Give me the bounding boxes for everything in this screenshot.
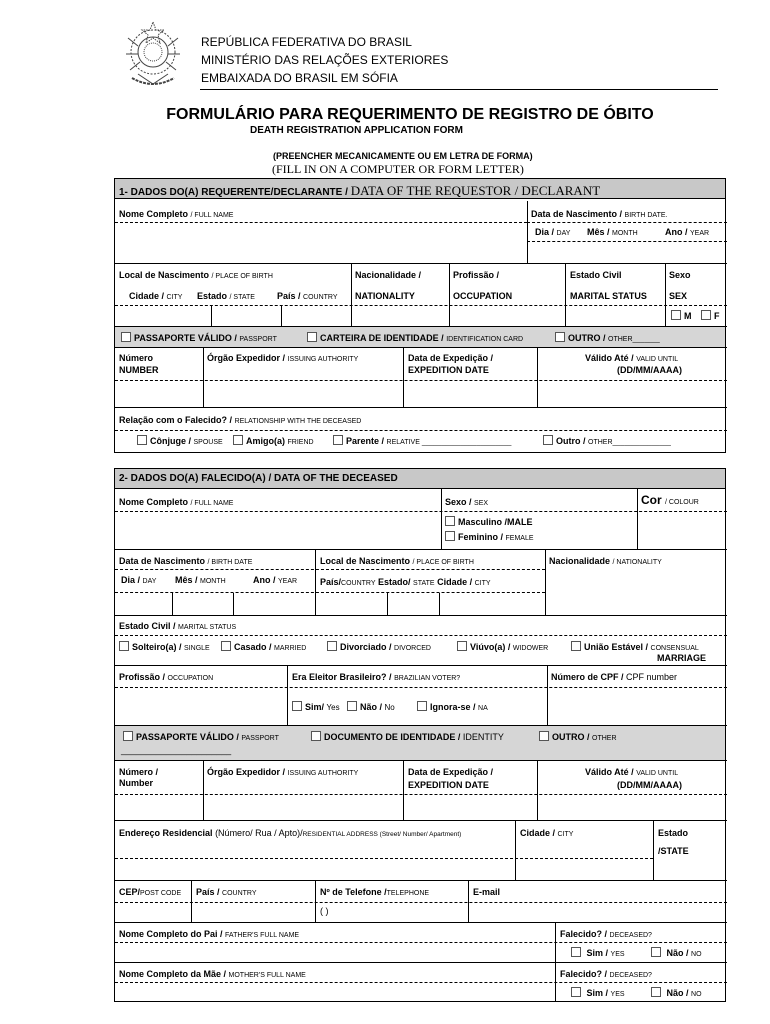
label-requestor-expedition: Data de Expedição / bbox=[408, 353, 494, 363]
checkbox-icon bbox=[137, 435, 147, 445]
label-requestor-birthplace: Local de Nascimento / PLACE OF BIRTH bbox=[119, 270, 273, 280]
label-cpf: Número de CPF / CPF number bbox=[551, 672, 678, 682]
header-embassy: EMBAIXADA DO BRASIL EM SÓFIA bbox=[201, 71, 398, 85]
label-address-country: País / COUNTRY bbox=[196, 887, 257, 897]
label-mother-name: Nome Completo da Mãe / MOTHER'S FULL NAME bbox=[119, 969, 306, 979]
label-address-state: Estado bbox=[658, 828, 689, 838]
checkbox-icon bbox=[347, 701, 357, 711]
form-subtitle: DEATH REGISTRATION APPLICATION FORM bbox=[250, 125, 463, 136]
label-address: Endereço Residencial (Número/ Rua / Apto)/RESIDENTIAL ADDRESS (Street/ Number/ Apartment) bbox=[119, 828, 462, 838]
label-deceased-occupation: Profissão / OCCUPATION bbox=[119, 672, 214, 682]
section-1-header: 1- DADOS DO(A) REQUERENTE/DECLARANTE / DATA OF THE REQUESTOR / DECLARANT bbox=[115, 179, 725, 199]
relationship-friend[interactable]: Amigo(a) FRIEND bbox=[233, 435, 314, 449]
checkbox-icon bbox=[119, 641, 129, 651]
checkbox-icon bbox=[445, 516, 455, 526]
checkbox-icon bbox=[311, 731, 321, 741]
checkbox-icon bbox=[417, 701, 427, 711]
label-relationship: Relação com o Falecido? / RELATIONSHIP WITH THE DECEASED bbox=[119, 415, 362, 425]
checkbox-icon bbox=[651, 987, 661, 997]
requestor-doc-idcard[interactable]: CARTEIRA DE IDENTIDADE / IDENTIFICATION CARD bbox=[307, 332, 523, 346]
label-mother-deceased: Falecido? / DECEASED? bbox=[560, 969, 652, 979]
label-deceased-sex: Sexo / SEX bbox=[445, 497, 489, 507]
deceased-doc-passport[interactable]: PASSAPORTE VÁLIDO / PASSPORT bbox=[123, 731, 279, 745]
checkbox-icon bbox=[539, 731, 549, 741]
form-title: FORMULÁRIO PARA REQUERIMENTO DE REGISTRO DE ÓBITO bbox=[166, 106, 654, 123]
header-ministry: MINISTÉRIO DAS RELAÇÕES EXTERIORES bbox=[201, 53, 449, 67]
label-requestor-validuntil: Válido Até / VALID UNTIL bbox=[585, 353, 679, 363]
label-deceased-nationality: Nacionalidade / NATIONALITY bbox=[549, 556, 662, 566]
label-requestor-nationality: Nacionalidade / bbox=[355, 270, 422, 280]
father-deceased-no[interactable]: Não / NO bbox=[651, 947, 702, 961]
checkbox-icon bbox=[457, 641, 467, 651]
checkbox-icon bbox=[327, 641, 337, 651]
voter-no[interactable]: Não / No bbox=[347, 701, 395, 714]
label-requestor-marital: Estado Civil bbox=[570, 270, 622, 280]
deceased-doc-identity[interactable]: DOCUMENTO DE IDENTIDADE / IDENTITY bbox=[311, 731, 504, 743]
label-email: E-mail bbox=[473, 887, 501, 897]
checkbox-icon bbox=[233, 435, 243, 445]
checkbox-icon bbox=[671, 310, 681, 320]
checkbox-icon bbox=[292, 701, 302, 711]
requestor-name-field[interactable] bbox=[115, 223, 725, 263]
checkbox-icon bbox=[221, 641, 231, 651]
label-father-name: Nome Completo do Pai / FATHER'S FULL NAME bbox=[119, 929, 300, 939]
label-requestor-occupation: Profissão / bbox=[453, 270, 500, 280]
checkbox-icon bbox=[123, 731, 133, 741]
label-deceased-birthplace: Local de Nascimento / PLACE OF BIRTH bbox=[320, 556, 474, 566]
label-requestor-birthdate: Data de Nascimento / BIRTH DATE. bbox=[531, 209, 668, 219]
checkbox-icon bbox=[333, 435, 343, 445]
requestor-doc-other[interactable]: OUTRO / OTHER_______ bbox=[555, 332, 660, 346]
mother-deceased-no[interactable]: Não / NO bbox=[651, 987, 702, 1001]
checkbox-icon bbox=[307, 332, 317, 342]
mother-deceased-yes[interactable]: Sim / YES bbox=[571, 987, 625, 1001]
label-requestor-docnumber: Número bbox=[119, 353, 154, 363]
label-father-deceased: Falecido? / DECEASED? bbox=[560, 929, 652, 939]
voter-unknown[interactable]: Ignora-se / NA bbox=[417, 701, 488, 715]
label-brazilian-voter: Era Eleitor Brasileiro? / BRAZILIAN VOTER? bbox=[292, 672, 461, 682]
marital-single[interactable]: Solteiro(a) / SINGLE bbox=[119, 641, 210, 655]
label-telephone: Nº de Telefone /TELEPHONE bbox=[320, 887, 430, 897]
checkbox-icon bbox=[555, 332, 565, 342]
deceased-doc-other[interactable]: OUTRO / OTHER bbox=[539, 731, 617, 745]
checkbox-icon bbox=[445, 531, 455, 541]
section-requestor: 1- DADOS DO(A) REQUERENTE/DECLARANTE / DATA OF THE REQUESTOR / DECLARANT Nome Completo / FULL NAME Data de Nascimento / BIRTH DATE. Dia / DAY Mês / MONTH Ano / YEAR Local de Nascimento / PLACE OF BIRTH Cidade / CITY Estado / STATE País / COUNTRY Nacionalidade / NATIONALITY Profissão / OCCUPATION Estado Civil MARITAL STATUS Sexo SEX M F PASSAPORTE VÁLIDO / PASSPORT CARTEIRA DE IDENTIDADE / IDENTIFICATION CARD OUTRO / OTHER_______ Número NUMBER Órgão Expedidor / ISSUING AUTHORITY Data de Expedição / EXPEDITION DATE Válido Até / VALID UNTIL (DD/MM/AAAA) Relação com o Falecido? / RELATIONSHIP WITH THE DECEASED Cônjuge / SPOUSE Amigo(a) FRIEND Parente / RELATIVE _______________________ Outro / OTHER_______________ bbox=[114, 178, 726, 453]
relationship-relative[interactable]: Parente / RELATIVE _______________________ bbox=[333, 435, 511, 449]
label-requestor-authority: Órgão Expedidor / ISSUING AUTHORITY bbox=[207, 353, 359, 363]
instructions-en: (FILL IN ON A COMPUTER OR FORM LETTER) bbox=[272, 162, 524, 176]
requestor-doc-passport[interactable]: PASSAPORTE VÁLIDO / PASSPORT bbox=[121, 332, 277, 346]
marital-married[interactable]: Casado / MARRIED bbox=[221, 641, 306, 655]
instructions-pt: (PREENCHER MECANICAMENTE OU EM LETRA DE FORMA) bbox=[273, 151, 533, 161]
label-deceased-marital: Estado Civil / MARITAL STATUS bbox=[119, 621, 237, 631]
relationship-other[interactable]: Outro / OTHER_______________ bbox=[543, 435, 671, 449]
section-deceased: 2- DADOS DO(A) FALECIDO(A) / DATA OF THE DECEASED Nome Completo / FULL NAME Sexo / SEX Cor / COLOUR Masculino /MALE Feminino / FEMALE Data de Nascimento / BIRTH DATE Local de Nascimento / PLACE OF BIRTH Nacionalidade / NATIONALITY Dia / DAY Mês / MONTH Ano / YEAR País/COUNTRY Estado/ STATE Cidade / CITY Estado Civil / MARITAL STATUS Solteiro(a) / SINGLE Casado / MARRIED Divorciado / DIVORCED Viúvo(a) / WIDOWER União Estável / CONSENSUAL MARRIAGE Profissão / OCCUPATION Era Eleitor Brasileiro? / BRAZILIAN VOTER? Número de CPF / CPF number Sim/ Yes Não / No Ignora-se / NA PASSAPORTE VÁLIDO / PASSPORT DOCUMENTO DE IDENTIDADE / IDENTITY OUTRO / OTHER ______________________ Número / Number Órgão Expedidor / ISSUING AUTHORITY Data de Expedição / EXPEDITION DATE Válido Até / VALID UNTIL (DD/MM/AAAA) Endereço Residencial (Número/ Rua / Apto)/RESIDENTIAL ADDRESS (Street/ Number/ Apartment) Cidade / CITY Estado /STATE CEP/POST CODE País / COUNTRY Nº de Telefone /TELEPHONE E-mail ( ) Nome Completo do Pai / FATHER'S FULL NAME Falecido? / DECEASED? Sim / YES Não / NO Nome Completo da Mãe / MOTHER'S FULL NAME Falecido? / DECEASED? Sim / YES Não / NO bbox=[114, 468, 726, 1002]
checkbox-icon bbox=[121, 332, 131, 342]
label-deceased-expedition: Data de Expedição / bbox=[408, 767, 494, 777]
requestor-sex-f[interactable]: F bbox=[701, 310, 720, 322]
label-deceased-name: Nome Completo / FULL NAME bbox=[119, 497, 234, 507]
checkbox-icon bbox=[571, 641, 581, 651]
relationship-spouse[interactable]: Cônjuge / SPOUSE bbox=[137, 435, 223, 449]
marital-widower[interactable]: Viúvo(a) / WIDOWER bbox=[457, 641, 548, 655]
voter-yes[interactable]: Sim/ Yes bbox=[292, 701, 340, 714]
label-deceased-validuntil: Válido Até / VALID UNTIL bbox=[585, 767, 679, 777]
label-postcode: CEP/POST CODE bbox=[119, 887, 182, 897]
label-address-city: Cidade / CITY bbox=[520, 828, 574, 838]
label-deceased-docnumber: Número / bbox=[119, 767, 159, 777]
coat-of-arms-icon bbox=[118, 18, 188, 90]
deceased-sex-female[interactable]: Feminino / FEMALE bbox=[445, 531, 534, 545]
father-deceased-yes[interactable]: Sim / YES bbox=[571, 947, 625, 961]
label-deceased-authority: Órgão Expedidor / ISSUING AUTHORITY bbox=[207, 767, 359, 777]
marital-consensual[interactable]: União Estável / CONSENSUAL bbox=[571, 641, 699, 655]
header-rule bbox=[200, 89, 718, 90]
deceased-sex-male[interactable]: Masculino /MALE bbox=[445, 516, 533, 528]
requestor-sex-m[interactable]: M bbox=[671, 310, 692, 322]
checkbox-icon bbox=[701, 310, 711, 320]
checkbox-icon bbox=[571, 987, 581, 997]
header-republic: REPÚBLICA FEDERATIVA DO BRASIL bbox=[201, 35, 412, 49]
label-deceased-colour: Cor / COLOUR bbox=[641, 493, 699, 507]
label-requestor-name: Nome Completo / FULL NAME bbox=[119, 209, 234, 219]
label-deceased-birthdate: Data de Nascimento / BIRTH DATE bbox=[119, 556, 253, 566]
checkbox-icon bbox=[571, 947, 581, 957]
section-2-header: 2- DADOS DO(A) FALECIDO(A) / DATA OF THE DECEASED bbox=[115, 469, 725, 489]
checkbox-icon bbox=[651, 947, 661, 957]
checkbox-icon bbox=[543, 435, 553, 445]
marital-divorced[interactable]: Divorciado / DIVORCED bbox=[327, 641, 431, 655]
label-requestor-sex: Sexo bbox=[669, 270, 691, 280]
